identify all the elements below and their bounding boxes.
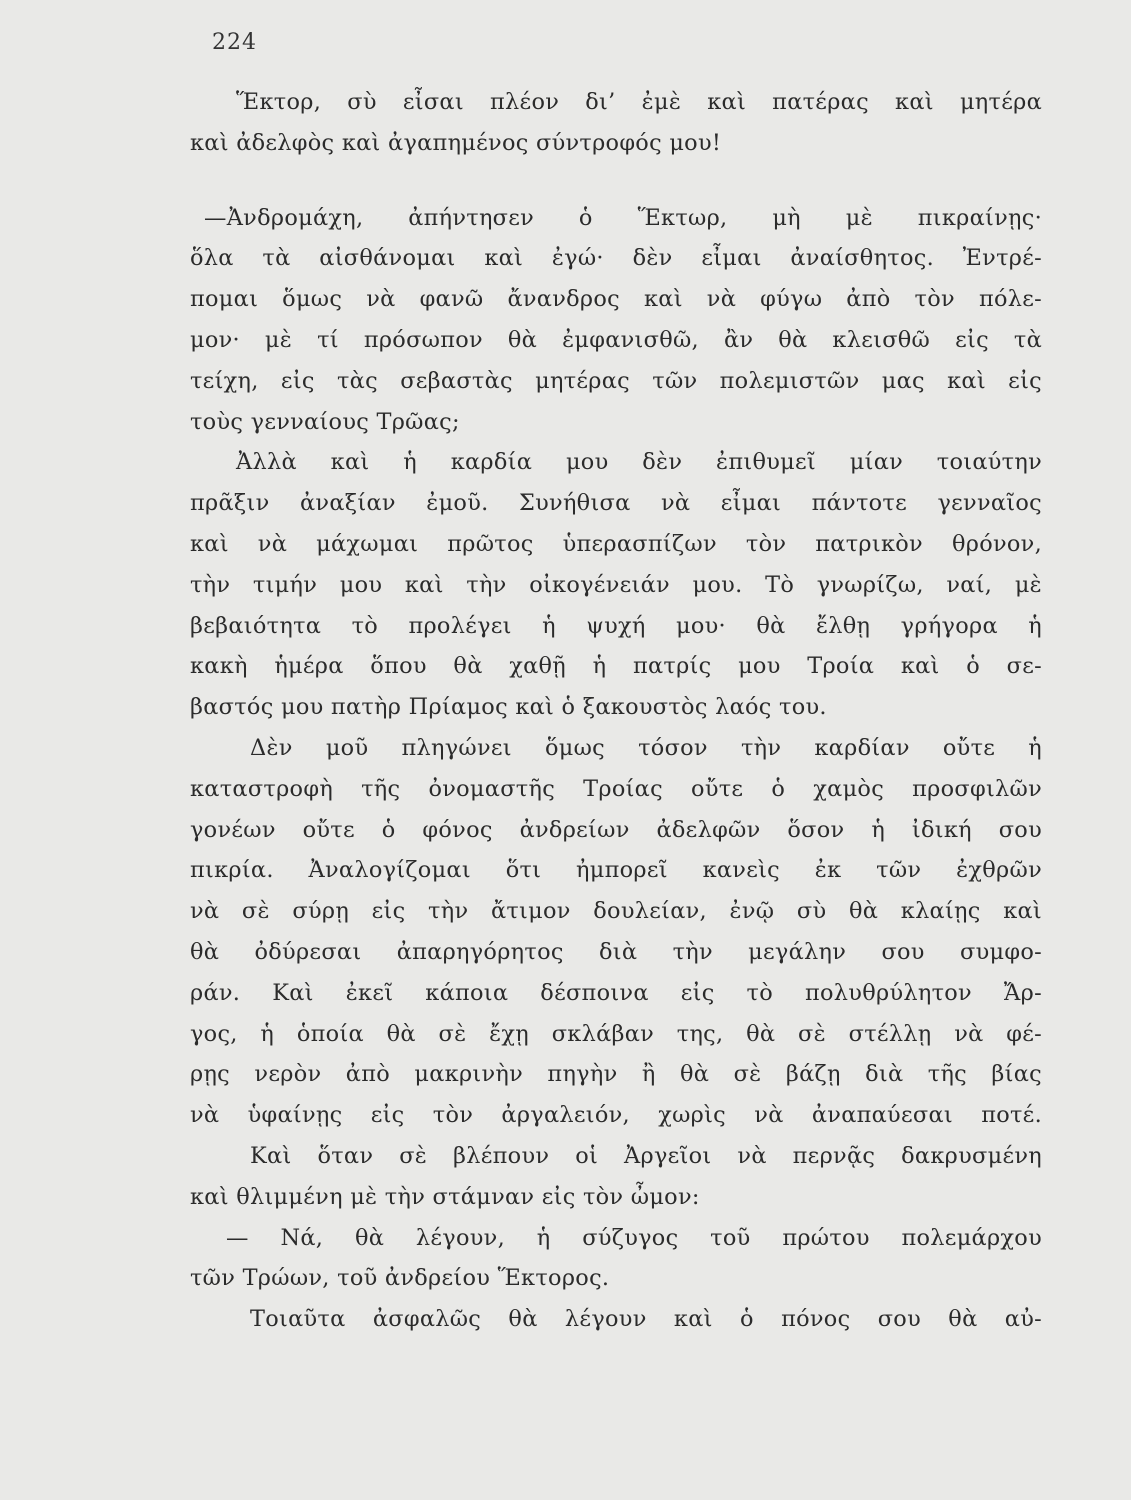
text-line: ρῃς νερὸν ἀπὸ μακρινὴν πηγὴν ἢ θὰ σὲ βάζῃ διὰ τῆς βίας [190, 1061, 1042, 1088]
text-line: πομαι ὅμως νὰ φανῶ ἄνανδρος καὶ νὰ φύγω ἀπὸ τὸν πόλε- [190, 286, 1042, 313]
text-line: γονέων οὔτε ὁ φόνος ἀνδρείων ἀδελφῶν ὅσον ἡ ἰδική σου [190, 816, 1042, 843]
text-line: Καὶ ὅταν σὲ βλέπουν οἱ Ἀργεῖοι νὰ περνᾷς δακρυσμένη [250, 1142, 1042, 1169]
text-line: —Ἀνδρομάχη, ἀπήντησεν ὁ Ἕκτωρ, μὴ μὲ πικραίνῃς· [204, 204, 1042, 231]
text-line: βαστός μου πατὴρ Πρίαμος καὶ ὁ ξακουστὸς λαός του. [190, 694, 827, 721]
text-line: — Νά, θὰ λέγουν, ἡ σύζυγος τοῦ πρώτου πολεμάρχου [226, 1224, 1042, 1251]
text-line: πικρία. Ἀναλογίζομαι ὅτι ἠμπορεῖ κανεὶς ἐκ τῶν ἐχθρῶν [190, 857, 1042, 884]
text-line: τὴν τιμήν μου καὶ τὴν οἰκογένειάν μου. Τὸ γνωρίζω, ναί, μὲ [190, 571, 1042, 598]
text-line: Τοιαῦτα ἀσφαλῶς θὰ λέγουν καὶ ὁ πόνος σου θὰ αὐ- [250, 1306, 1042, 1333]
page-number: 224 [212, 30, 257, 55]
text-line: Ἀλλὰ καὶ ἡ καρδία μου δὲν ἐπιθυμεῖ μίαν τοιαύτην [236, 449, 1042, 476]
text-line: καταστροφὴ τῆς ὀνομαστῆς Τροίας οὔτε ὁ χαμὸς προσφιλῶν [190, 775, 1042, 802]
text-line: πρᾶξιν ἀναξίαν ἐμοῦ. Συνήθισα νὰ εἶμαι πάντοτε γενναῖος [190, 490, 1042, 517]
paragraph-gap [190, 164, 1042, 198]
text-line: τείχη, εἰς τὰς σεβαστὰς μητέρας τῶν πολεμιστῶν μας καὶ εἰς [190, 367, 1042, 394]
text-line: ράν. Καὶ ἐκεῖ κάποια δέσποινα εἰς τὸ πολυθρύλητον Ἄρ- [190, 979, 1042, 1006]
text-line: γος, ἡ ὁποία θὰ σὲ ἔχῃ σκλάβαν της, θὰ σὲ στέλλῃ νὰ φέ- [190, 1020, 1042, 1047]
text-line: Δὲν μοῦ πληγώνει ὅμως τόσον τὴν καρδίαν οὔτε ἡ [250, 734, 1042, 761]
text-line: ὅλα τὰ αἰσθάνομαι καὶ ἐγώ· δὲν εἶμαι ἀναίσθητος. Ἐντρέ- [190, 245, 1042, 272]
text-line: θὰ ὀδύρεσαι ἀπαρηγόρητος διὰ τὴν μεγάλην σου συμφο- [190, 938, 1042, 965]
text-line: τοὺς γενναίους Τρῶας; [190, 408, 460, 435]
text-line: νὰ σὲ σύρῃ εἰς τὴν ἄτιμον δουλείαν, ἐνῷ σὺ θὰ κλαίῃς καὶ [190, 898, 1042, 925]
text-line: καὶ ἀδελφὸς καὶ ἀγαπημένος σύντροφός μου! [190, 129, 722, 156]
text-line: καὶ θλιμμένη μὲ τὴν στάμναν εἰς τὸν ὦμον: [190, 1183, 700, 1210]
text-line: βεβαιότητα τὸ προλέγει ἡ ψυχή μου· θὰ ἔλθῃ γρήγορα ἡ [190, 612, 1042, 639]
text-line: κακὴ ἡμέρα ὅπου θὰ χαθῇ ἡ πατρίς μου Τροία καὶ ὁ σε- [190, 653, 1042, 680]
text-line: τῶν Τρώων, τοῦ ἀνδρείου Ἕκτορος. [190, 1265, 610, 1292]
text-line: καὶ νὰ μάχωμαι πρῶτος ὑπερασπίζων τὸν πατρικὸν θρόνον, [190, 530, 1042, 557]
body-text [190, 82, 1042, 1340]
text-line: μον· μὲ τί πρόσωπον θὰ ἐμφανισθῶ, ἂν θὰ κλεισθῶ εἰς τὰ [190, 326, 1042, 353]
text-line: Ἕκτορ, σὺ εἶσαι πλέον δι’ ἐμὲ καὶ πατέρας καὶ μητέρα [236, 89, 1042, 115]
text-line: νὰ ὑφαίνῃς εἰς τὸν ἀργαλειόν, χωρὶς νὰ ἀναπαύεσαι ποτέ. [190, 1102, 1042, 1129]
